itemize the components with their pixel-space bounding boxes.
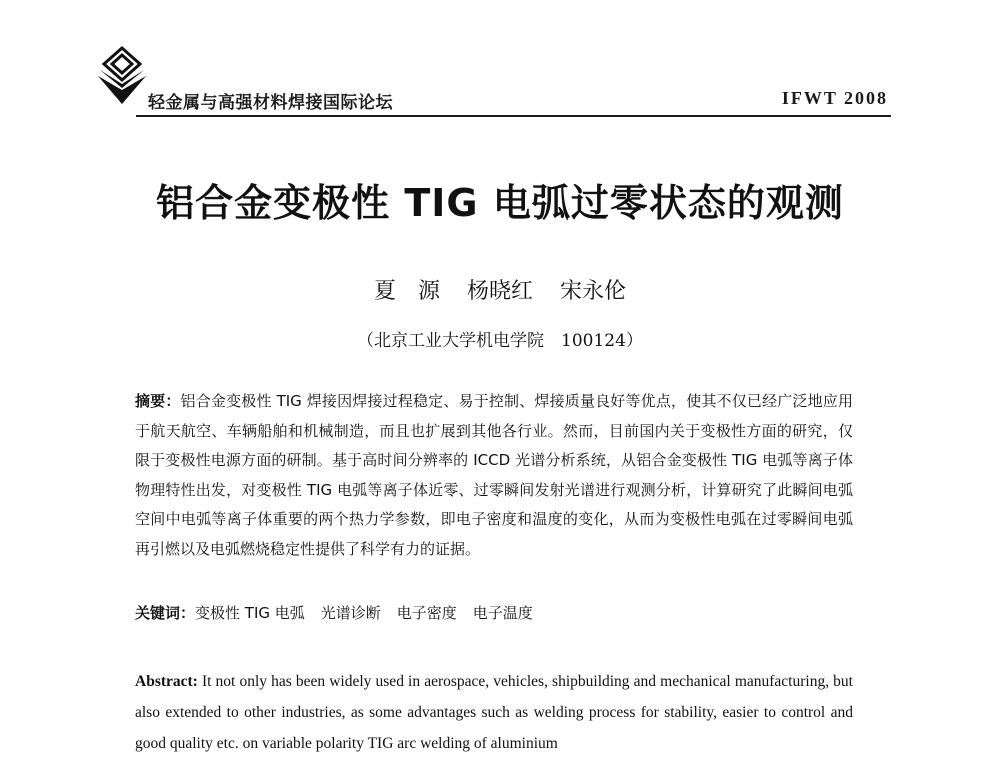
author-list: [0, 274, 1000, 305]
abstract-en-text: It not only has been widely used in aerospace, vehicles, shipbuilding and mechanical manufacturing, but also extended to other industries, as some advantages such as welding process for stability, easier to control and good quality etc. on variable polarity TIG arc welding of aluminium: [135, 673, 853, 752]
author-name: 宋永伦: [560, 279, 627, 304]
author-name: 杨晓红: [466, 279, 533, 304]
abstract-text: 铝合金变极性 TIG 焊接因焊接过程稳定、易于控制、焊接质量良好等优点，使其不仅已经广泛地应用于航天航空、车辆船舶和机械制造，而且也扩展到其他各行业。然而，目前国内关于变极性方面的研究，仅限于变极性电源方面的研制。基于高时间分辨率的 ICCD 光谱分析系统，从铝合金变极性 TIG 电弧等离子体物理特性出发，对变极性 TIG 电弧等离子体近零、过零瞬间发射光谱进行观测分析，计算研究了此瞬间电弧空间中电弧等离子体重要的两个热力学参数，即电子密度和温度的变化，从而为变极性电弧在过零瞬间电弧再引燃以及电弧燃烧稳定性提供了科学有力的证据。: [135, 392, 853, 558]
keywords: [135, 602, 853, 623]
keywords-label: 关键词：: [135, 604, 196, 622]
abstract-english: [135, 666, 853, 759]
abstract-chinese: [135, 387, 853, 564]
author-name: 夏 源: [373, 279, 440, 304]
keyword: 变极性 TIG 电弧: [195, 604, 305, 622]
paper-title: 铝合金变极性 TIG 电弧过零状态的观测: [156, 181, 844, 225]
conference-code: IFWT 2008: [781, 88, 888, 108]
conference-name: 轻金属与高强材料焊接国际论坛: [148, 93, 393, 113]
abstract-en-label: Abstract:: [135, 673, 198, 690]
keyword: 电子密度: [396, 604, 457, 622]
header-divider: [136, 115, 891, 117]
affiliation: （北京工业大学机电学院 100124）: [357, 331, 643, 351]
keyword: 光谱诊断: [320, 604, 381, 622]
keyword: 电子温度: [472, 604, 533, 622]
conference-logo-icon: [96, 38, 152, 108]
abstract-label: 摘要：: [135, 392, 181, 410]
